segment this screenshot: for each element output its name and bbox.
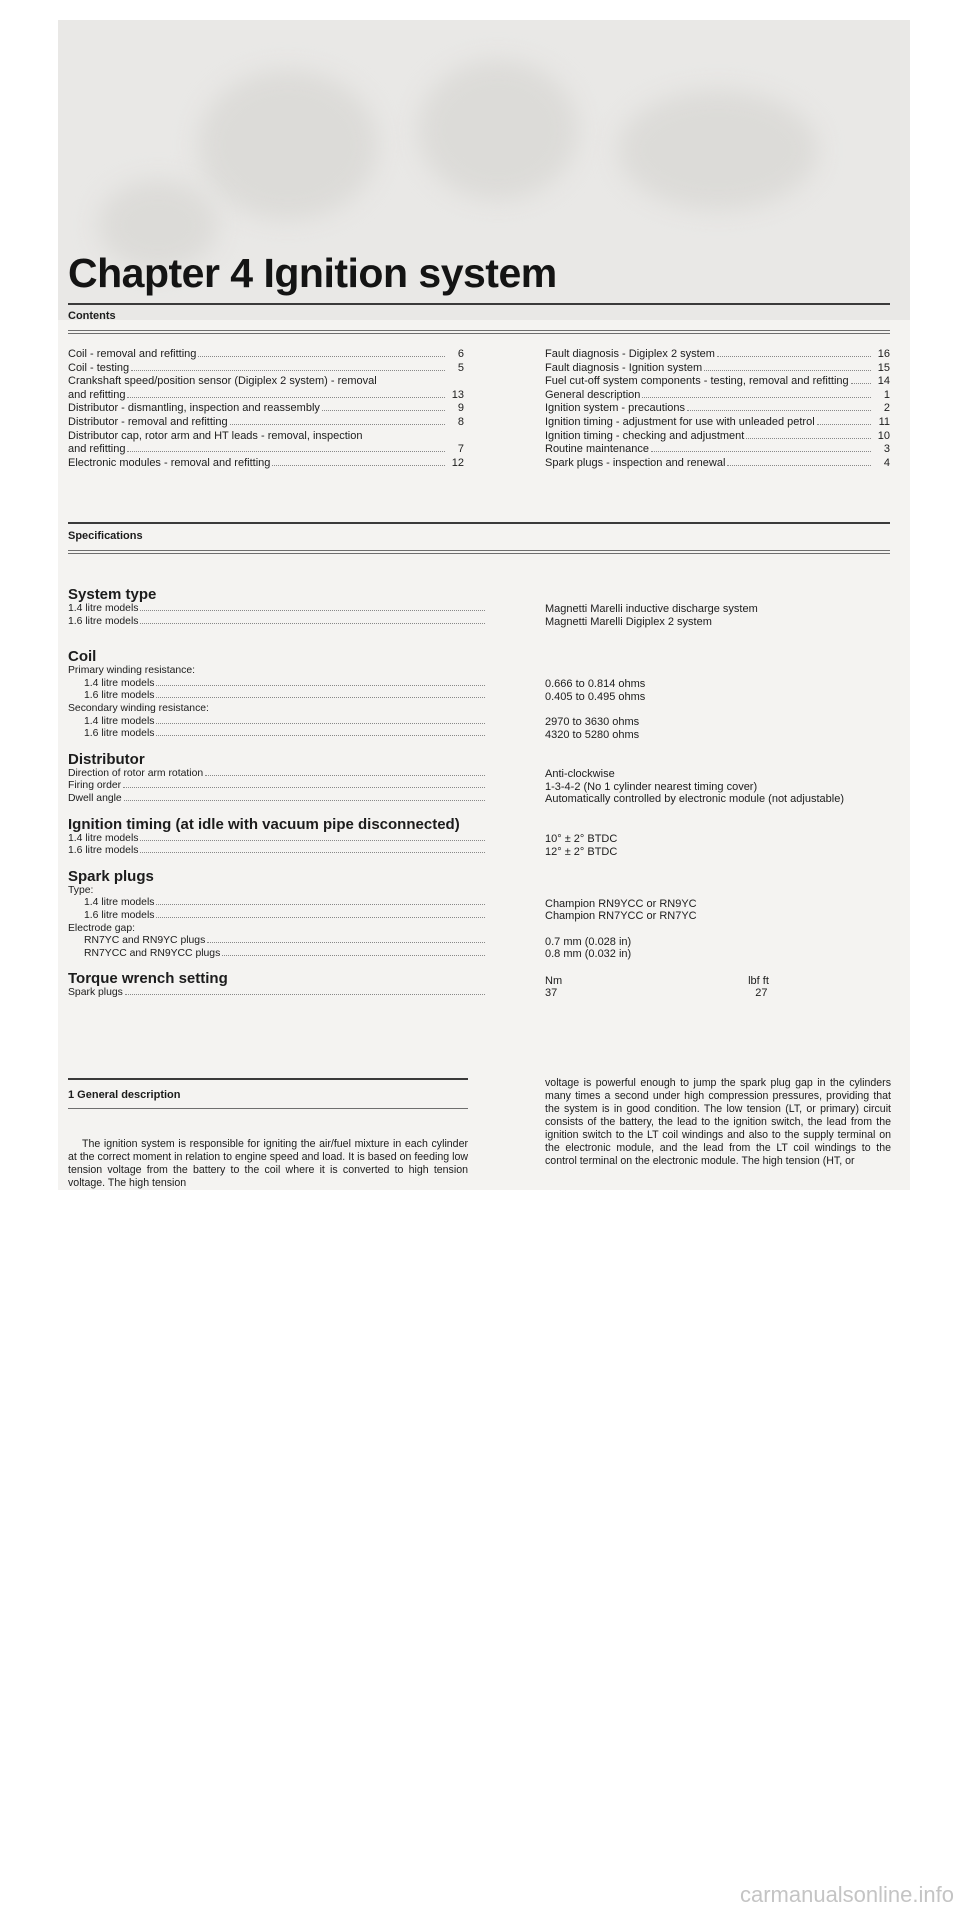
torque-heading: Torque wrench setting [68,970,228,988]
spec-row: 1.6 litre models [68,728,488,741]
spec-value: 0.7 mm (0.028 in) [545,935,632,948]
contents-page-number: 2 [883,402,890,415]
body-text-left: The ignition system is responsible for igniting the air/fuel mixture in each cylinder at the correct moment in relation to engine speed and load. It is based on feeding low tension voltage from the battery to the coil where it is converted to high tension voltage. The high tension [68,1138,468,1189]
spec-row: Secondary winding resistance: [68,702,209,714]
spec-row: Type: [68,884,94,896]
ignition-timing-heading: Ignition timing (at idle with vacuum pipe disconnected) [68,815,460,833]
spec-row: Electrode gap: [68,922,136,934]
system-type-heading: System type [68,586,157,603]
contents-entry: Fuel cut-off system components - testing, removal and refitting 14 [545,375,890,388]
contents-entry: and refitting 7 [68,443,464,456]
title-rule [68,303,890,305]
spec-row: Direction of rotor arm rotation [68,768,488,781]
spec-value: 0.405 to 0.495 ohms [545,690,646,703]
spec-row: RN7YC and RN9YC plugs [68,935,488,948]
contents-page-number: 9 [457,402,464,415]
contents-page-number: 12 [451,456,464,469]
contents-page-number: 11 [878,415,890,428]
contents-rule [68,330,890,331]
spec-row: RN7YCC and RN9YCC plugs [68,948,488,961]
spec-row: 1.4 litre models [68,716,488,729]
contents-entry: Distributor - dismantling, inspection and reassembly 9 [68,402,464,415]
spec-row: 1.4 litre models [68,897,488,910]
contents-page-number: 3 [883,443,890,456]
spec-row: 1.6 litre models [68,690,488,703]
specifications-rule [68,522,890,524]
contents-right-column [545,348,890,470]
spec-row: 1.6 litre models [68,845,488,858]
section1-rule [68,1078,468,1080]
manual-page [58,20,910,1190]
contents-page-number: 4 [883,456,890,469]
spec-value: Automatically controlled by electronic module (not adjustable) [545,793,844,806]
contents-page-number: 5 [457,361,464,374]
contents-entry: Electronic modules - removal and refitting 12 [68,456,464,469]
contents-left-column [68,348,464,470]
torque-values: 37 27 [545,987,768,1000]
spec-value: 2970 to 3630 ohms [545,715,640,728]
spec-row: 1.4 litre models [68,678,488,691]
contents-entry: General description 1 [545,388,890,401]
footer-watermark: carmanualsonline.info [739,1882,954,1907]
contents-entry: Spark plugs - inspection and renewal 4 [545,456,890,469]
contents-entry: Fault diagnosis - Digiplex 2 system 16 [545,348,890,360]
contents-page-number: 8 [457,415,464,428]
contents-page-number: 14 [877,375,890,388]
contents-page-number: 10 [877,429,890,442]
spec-value: Magnetti Marelli Digiplex 2 system [545,615,712,628]
spec-value: 0.666 to 0.814 ohms [545,678,646,691]
spec-row: Primary winding resistance: [68,665,196,677]
spec-value: 12° ± 2° BTDC [545,845,618,858]
spec-value: Champion RN9YCC or RN9YC [545,897,697,910]
contents-entry: and refitting 13 [68,388,464,401]
spec-value: 10° ± 2° BTDC [545,832,618,845]
contents-page-number: 15 [877,361,890,374]
spec-row: 1.4 litre models [68,603,488,616]
spec-row: 1.6 litre models [68,910,488,923]
contents-entry: Ignition timing - adjustment for use with unleaded petrol 11 [545,415,890,428]
coil-heading: Coil [68,648,97,666]
spec-value: Magnetti Marelli inductive discharge system [545,603,758,615]
spec-value: Anti-clockwise [545,768,615,781]
spec-row: 1.4 litre models [68,833,488,846]
spec-row: Firing order [68,780,488,793]
specifications-label: Specifications [68,530,143,542]
contents-entry: Ignition timing - checking and adjustment 10 [545,429,890,442]
contents-page-number: 6 [457,348,464,360]
contents-entry: Ignition system - precautions 2 [545,402,890,415]
section1-heading: 1 General description [68,1089,181,1101]
contents-entry: Coil - testing 5 [68,361,464,374]
contents-entry: Routine maintenance 3 [545,443,890,456]
contents-page-number: 1 [883,388,890,401]
contents-page-number: 7 [457,443,464,456]
contents-entry: Coil - removal and refitting 6 [68,348,464,360]
contents-entry: Distributor - removal and refitting 8 [68,415,464,428]
spec-row: 1.6 litre models [68,616,488,629]
spark-plugs-heading: Spark plugs [68,867,154,885]
spec-labels [68,576,488,1000]
spec-values [545,576,905,1000]
torque-columns: Nm lbf ft [545,974,769,987]
spec-row: Spark plugs [68,987,488,1000]
spec-value: 0.8 mm (0.032 in) [545,948,632,961]
contents-rule-2 [68,333,890,334]
specifications-rule-2 [68,550,890,551]
contents-entry: Crankshaft speed/position sensor (Digiplex 2 system) - removal [68,375,377,388]
contents-page-number: 16 [877,348,890,360]
body-text-right: voltage is powerful enough to jump the spark plug gap in the cylinders many times a second under high compression pressures, providing that the system is in good condition. The low tension (LT, or primary) circuit consists of the battery, the lead to the ignition switch, the lead from the ignition switch to the LT coil windings and also to the supply terminal on the electronic module, and the lead from the LT coil windings to the control terminal on the electronic module. The high tension (HT, or [545,1077,891,1167]
distributor-heading: Distributor [68,750,145,768]
contents-label: Contents [68,310,116,322]
contents-entry: Distributor cap, rotor arm and HT leads - removal, inspection [68,429,363,442]
contents-entry: Fault diagnosis - Ignition system 15 [545,361,890,374]
spec-value: 4320 to 5280 ohms [545,728,640,741]
spec-row: Dwell angle [68,793,488,806]
contents-page-number: 13 [451,388,464,401]
spec-value: Champion RN7YCC or RN7YC [545,910,697,923]
spec-value: 1-3-4-2 (No 1 cylinder nearest timing cover) [545,780,758,793]
chapter-title: Chapter 4 Ignition system [68,250,557,296]
specifications-rule-3 [68,553,890,554]
section1-rule-2 [68,1108,468,1109]
